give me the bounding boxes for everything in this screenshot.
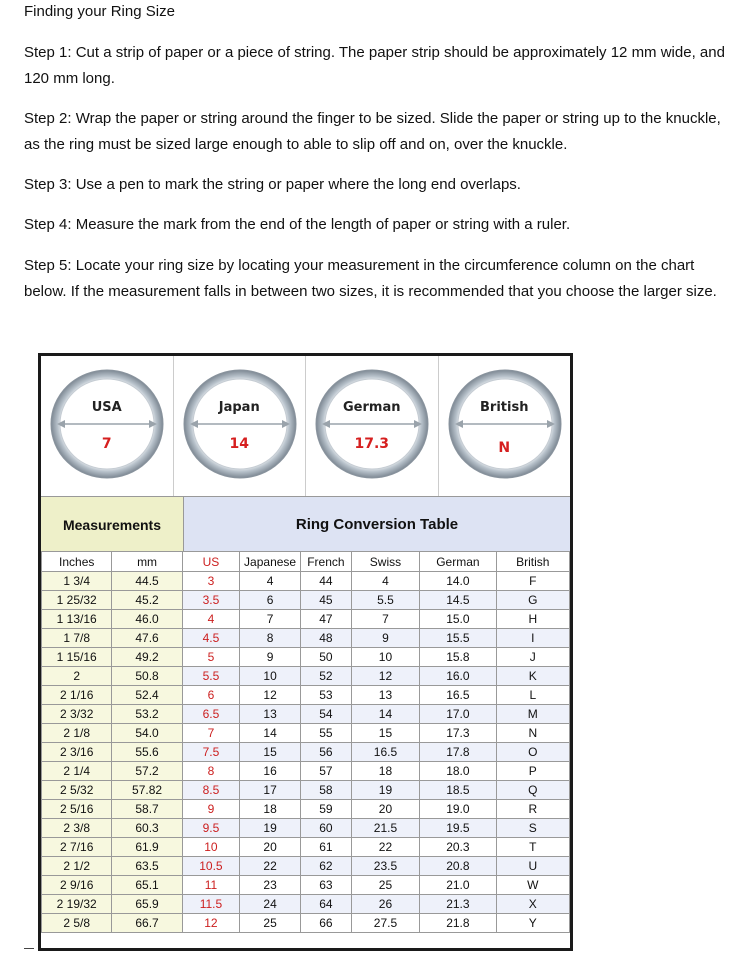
table-cell: 63	[301, 876, 352, 895]
table-cell: 20	[240, 838, 301, 857]
table-cell: 6	[182, 686, 239, 705]
table-cell: 17.8	[420, 743, 496, 762]
table-cell: 27.5	[351, 914, 419, 933]
table-cell: 53	[301, 686, 352, 705]
table-body	[42, 572, 570, 933]
table-cell: 8	[240, 629, 301, 648]
table-cell: 16.0	[420, 667, 496, 686]
table-row	[42, 648, 570, 667]
table-cell: 17.3	[420, 724, 496, 743]
table-header-row	[42, 552, 570, 572]
conversion-table	[41, 551, 570, 933]
table-cell: 17	[240, 781, 301, 800]
ring-icon	[174, 356, 306, 496]
table-row	[42, 876, 570, 895]
table-cell: 2 3/32	[42, 705, 112, 724]
table-cell: 18	[240, 800, 301, 819]
table-cell: W	[496, 876, 569, 895]
step-2: Step 2: Wrap the paper or string around the finger to be sized. Slide the paper or string up to the knuckle, as the ring must be sized large enough to able to slip off and on, over the knuckle.	[24, 110, 721, 153]
table-cell: 12	[182, 914, 239, 933]
instructions	[24, 0, 734, 300]
table-cell: 22	[240, 857, 301, 876]
table-cell: 4.5	[182, 629, 239, 648]
table-cell: 22	[351, 838, 419, 857]
table-row	[42, 610, 570, 629]
table-cell: 23.5	[351, 857, 419, 876]
table-row	[42, 667, 570, 686]
table-cell: 2 1/2	[42, 857, 112, 876]
table-row	[42, 800, 570, 819]
table-cell: P	[496, 762, 569, 781]
footer-dash	[24, 948, 34, 949]
table-cell: 16.5	[420, 686, 496, 705]
step-3: Step 3: Use a pen to mark the string or paper where the long end overlaps.	[24, 176, 521, 193]
table-cell: 14.5	[420, 591, 496, 610]
table-cell: 48	[301, 629, 352, 648]
table-cell: 9	[182, 800, 239, 819]
table-cell: 11.5	[182, 895, 239, 914]
table-cell: 8.5	[182, 781, 239, 800]
table-cell: 25	[240, 914, 301, 933]
table-row	[42, 838, 570, 857]
table-cell: 9.5	[182, 819, 239, 838]
table-cell: 11	[182, 876, 239, 895]
table-cell: M	[496, 705, 569, 724]
ring-size: N	[498, 440, 511, 456]
table-cell: 56	[301, 743, 352, 762]
table-cell: 13	[351, 686, 419, 705]
table-cell: 58.7	[112, 800, 182, 819]
table-row	[42, 572, 570, 591]
table-cell: 7	[182, 724, 239, 743]
table-cell: 9	[351, 629, 419, 648]
ring-british	[438, 356, 571, 496]
table-cell: 1 13/16	[42, 610, 112, 629]
ring-icon	[41, 356, 173, 496]
table-cell: J	[496, 648, 569, 667]
table-cell: 10	[351, 648, 419, 667]
table-cell: 66	[301, 914, 352, 933]
col-header: Inches	[42, 552, 112, 572]
table-cell: 2 1/4	[42, 762, 112, 781]
table-cell: 19.0	[420, 800, 496, 819]
table-cell: 2 3/8	[42, 819, 112, 838]
table-row	[42, 895, 570, 914]
table-cell: 15.8	[420, 648, 496, 667]
table-cell: 14	[240, 724, 301, 743]
table-row	[42, 819, 570, 838]
table-cell: 20.8	[420, 857, 496, 876]
table-cell: O	[496, 743, 569, 762]
step-4: Step 4: Measure the mark from the end of the length of paper or string with a ruler.	[24, 216, 571, 233]
ring-icon	[439, 356, 571, 496]
table-cell: 4	[182, 610, 239, 629]
table-cell: 2 5/16	[42, 800, 112, 819]
table-cell: 5	[182, 648, 239, 667]
table-cell: 16.5	[351, 743, 419, 762]
table-cell: 52	[301, 667, 352, 686]
col-header: mm	[112, 552, 182, 572]
table-cell: 57.2	[112, 762, 182, 781]
col-header: German	[420, 552, 496, 572]
table-cell: X	[496, 895, 569, 914]
table-cell: 5.5	[351, 591, 419, 610]
table-cell: 2 9/16	[42, 876, 112, 895]
col-header: British	[496, 552, 569, 572]
table-cell: 18.0	[420, 762, 496, 781]
ring-german	[305, 356, 438, 496]
col-header: Japanese	[240, 552, 301, 572]
table-header-band	[41, 496, 570, 552]
table-cell: S	[496, 819, 569, 838]
table-cell: 15	[351, 724, 419, 743]
table-cell: 21.8	[420, 914, 496, 933]
table-cell: 1 7/8	[42, 629, 112, 648]
table-cell: 18	[351, 762, 419, 781]
table-cell: 59	[301, 800, 352, 819]
table-row	[42, 705, 570, 724]
table-row	[42, 857, 570, 876]
table-cell: 25	[351, 876, 419, 895]
table-cell: 1 15/16	[42, 648, 112, 667]
table-cell: 16	[240, 762, 301, 781]
table-row	[42, 724, 570, 743]
table-cell: 54.0	[112, 724, 182, 743]
table-cell: 55.6	[112, 743, 182, 762]
col-header: Swiss	[351, 552, 419, 572]
ring-size: 17.3	[354, 436, 390, 452]
table-cell: 47	[301, 610, 352, 629]
table-cell: 2 1/8	[42, 724, 112, 743]
table-cell: 44	[301, 572, 352, 591]
table-row	[42, 629, 570, 648]
table-cell: 53.2	[112, 705, 182, 724]
table-cell: 2	[42, 667, 112, 686]
table-cell: 55	[301, 724, 352, 743]
table-cell: 15	[240, 743, 301, 762]
table-cell: 19.5	[420, 819, 496, 838]
table-cell: 6	[240, 591, 301, 610]
table-cell: 57	[301, 762, 352, 781]
step-5: Step 5: Locate your ring size by locating your measurement in the circumference column on the chart below. If the measurement falls in between two sizes, it is recommended that you choose the larger size.	[24, 257, 717, 300]
table-cell: 3.5	[182, 591, 239, 610]
table-cell: 4	[240, 572, 301, 591]
table-cell: 4	[351, 572, 419, 591]
table-cell: 7	[351, 610, 419, 629]
table-cell: K	[496, 667, 569, 686]
table-cell: 18.5	[420, 781, 496, 800]
table-cell: 12	[351, 667, 419, 686]
table-cell: 1 3/4	[42, 572, 112, 591]
table-cell: 52.4	[112, 686, 182, 705]
table-cell: 1 25/32	[42, 591, 112, 610]
ring-usa	[41, 356, 173, 496]
measurements-label: Measurements	[41, 497, 184, 552]
table-cell: 61	[301, 838, 352, 857]
table-row	[42, 591, 570, 610]
table-cell: 2 3/16	[42, 743, 112, 762]
table-cell: 60	[301, 819, 352, 838]
table-cell: 50	[301, 648, 352, 667]
table-cell: 23	[240, 876, 301, 895]
table-cell: 14.0	[420, 572, 496, 591]
table-cell: 57.82	[112, 781, 182, 800]
ring-name: USA	[91, 400, 122, 415]
table-cell: 26	[351, 895, 419, 914]
table-cell: 49.2	[112, 648, 182, 667]
table-cell: 20.3	[420, 838, 496, 857]
table-cell: N	[496, 724, 569, 743]
table-cell: 50.8	[112, 667, 182, 686]
table-cell: 2 5/32	[42, 781, 112, 800]
ring-size: 7	[101, 436, 112, 452]
table-cell: U	[496, 857, 569, 876]
table-cell: 13	[240, 705, 301, 724]
ring-name: British	[480, 400, 529, 415]
table-title: Ring Conversion Table	[295, 516, 459, 533]
table-cell: 24	[240, 895, 301, 914]
table-cell: 45.2	[112, 591, 182, 610]
table-row	[42, 686, 570, 705]
ring-size: 14	[229, 436, 249, 452]
table-cell: 65.1	[112, 876, 182, 895]
table-cell: 7.5	[182, 743, 239, 762]
table-cell: 7	[240, 610, 301, 629]
ring-japan	[173, 356, 306, 496]
table-cell: 45	[301, 591, 352, 610]
table-cell: Q	[496, 781, 569, 800]
table-cell: 21.3	[420, 895, 496, 914]
table-cell: 20	[351, 800, 419, 819]
table-cell: Y	[496, 914, 569, 933]
table-cell: 54	[301, 705, 352, 724]
table-cell: 19	[240, 819, 301, 838]
ring-illustrations	[41, 356, 570, 496]
step-1: Step 1: Cut a strip of paper or a piece of string. The paper strip should be approximately 12 mm wide, and 120 mm long.	[24, 44, 725, 87]
table-cell: 15.5	[420, 629, 496, 648]
table-cell: 5.5	[182, 667, 239, 686]
table-cell: 2 7/16	[42, 838, 112, 857]
table-cell: 9	[240, 648, 301, 667]
table-row	[42, 743, 570, 762]
ring-icon	[306, 356, 438, 496]
table-cell: 19	[351, 781, 419, 800]
table-cell: 61.9	[112, 838, 182, 857]
table-cell: 2 19/32	[42, 895, 112, 914]
table-cell: T	[496, 838, 569, 857]
table-cell: 2 1/16	[42, 686, 112, 705]
col-header: US	[182, 552, 239, 572]
table-cell: 10	[182, 838, 239, 857]
table-cell: 47.6	[112, 629, 182, 648]
ring-size-chart	[38, 353, 573, 951]
table-cell: 21.0	[420, 876, 496, 895]
col-header: French	[301, 552, 352, 572]
table-cell: I	[496, 629, 569, 648]
table-cell: 62	[301, 857, 352, 876]
table-cell: L	[496, 686, 569, 705]
table-cell: 8	[182, 762, 239, 781]
table-cell: 10	[240, 667, 301, 686]
table-cell: 3	[182, 572, 239, 591]
table-cell: 10.5	[182, 857, 239, 876]
table-cell: 66.7	[112, 914, 182, 933]
table-cell: 15.0	[420, 610, 496, 629]
table-row	[42, 781, 570, 800]
ring-name: German	[343, 400, 401, 415]
table-cell: 14	[351, 705, 419, 724]
table-cell: 21.5	[351, 819, 419, 838]
table-cell: 6.5	[182, 705, 239, 724]
ring-name: Japan	[218, 400, 260, 415]
table-cell: 60.3	[112, 819, 182, 838]
table-cell: 44.5	[112, 572, 182, 591]
table-cell: 2 5/8	[42, 914, 112, 933]
table-cell: 63.5	[112, 857, 182, 876]
table-row	[42, 914, 570, 933]
table-cell: R	[496, 800, 569, 819]
table-cell: F	[496, 572, 569, 591]
table-cell: 12	[240, 686, 301, 705]
table-cell: 17.0	[420, 705, 496, 724]
table-cell: G	[496, 591, 569, 610]
table-cell: H	[496, 610, 569, 629]
table-cell: 58	[301, 781, 352, 800]
table-cell: 46.0	[112, 610, 182, 629]
page-title: Finding your Ring Size	[24, 3, 175, 20]
table-cell: 64	[301, 895, 352, 914]
table-row	[42, 762, 570, 781]
table-cell: 65.9	[112, 895, 182, 914]
